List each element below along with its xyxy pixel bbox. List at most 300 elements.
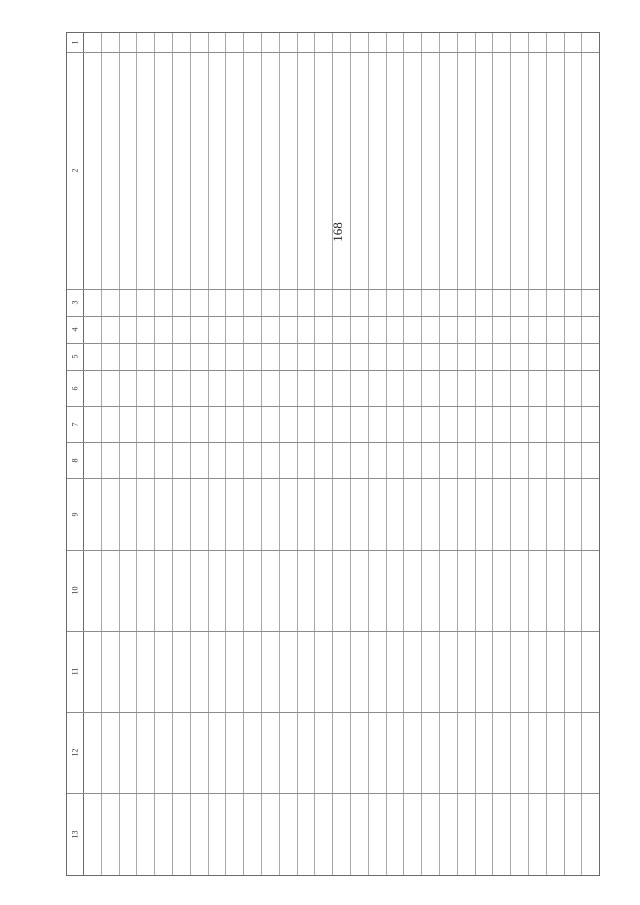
table-cell	[369, 33, 387, 52]
table-cell	[404, 407, 422, 442]
table-cell	[155, 290, 173, 316]
table-cell	[422, 407, 440, 442]
table-cell	[422, 344, 440, 370]
column-number-cell	[67, 317, 84, 343]
table-cell	[226, 33, 244, 52]
column-number: 3	[70, 300, 80, 305]
table-cell	[209, 479, 227, 550]
table-cell	[565, 632, 583, 712]
table-cell	[387, 713, 405, 793]
table-cell	[387, 794, 405, 875]
table-cell	[120, 33, 138, 52]
table-cell	[191, 371, 209, 406]
table-cell	[582, 713, 599, 793]
table-cell	[458, 551, 476, 631]
table-cell	[262, 479, 280, 550]
table-cell	[155, 317, 173, 343]
table-cell	[333, 53, 351, 288]
table-cell	[298, 794, 316, 875]
table-column-band	[67, 479, 599, 551]
column-number: 7	[70, 422, 80, 427]
table-cell	[173, 713, 191, 793]
table-cell	[493, 443, 511, 478]
table-cell	[582, 407, 599, 442]
table-cell	[280, 551, 298, 631]
table-cell	[191, 33, 209, 52]
table-cell	[422, 713, 440, 793]
table-cell	[387, 479, 405, 550]
table-cell	[315, 33, 333, 52]
table-cell	[262, 794, 280, 875]
table-cell	[191, 479, 209, 550]
table-cell	[333, 551, 351, 631]
table-cell	[333, 443, 351, 478]
table-cell	[511, 53, 529, 288]
table-cell	[102, 443, 120, 478]
table-cell	[547, 632, 565, 712]
table-cell	[511, 371, 529, 406]
table-cell	[262, 53, 280, 288]
table-cell	[226, 479, 244, 550]
table-cell	[262, 371, 280, 406]
table-cell	[582, 317, 599, 343]
table-cell	[529, 632, 547, 712]
table-cell	[102, 551, 120, 631]
column-number: 10	[70, 586, 80, 595]
table-cell	[511, 407, 529, 442]
table-cell	[120, 794, 138, 875]
table-cell	[209, 290, 227, 316]
table-cell	[137, 317, 155, 343]
table-cell	[333, 371, 351, 406]
table-cell	[244, 632, 262, 712]
table-cell	[582, 371, 599, 406]
table-cell	[120, 443, 138, 478]
table-cell	[280, 344, 298, 370]
table-cell	[173, 443, 191, 478]
table-cell	[404, 794, 422, 875]
table-cell	[298, 407, 316, 442]
table-cell	[493, 33, 511, 52]
table-cell	[511, 317, 529, 343]
table-cell	[191, 794, 209, 875]
table-cell	[369, 479, 387, 550]
table-cell	[315, 713, 333, 793]
table-column-band	[67, 551, 599, 632]
column-number-cell	[67, 794, 84, 875]
table-cell	[226, 371, 244, 406]
table-cell	[244, 371, 262, 406]
table-cell	[333, 479, 351, 550]
table-cell	[404, 632, 422, 712]
table-cell	[84, 33, 102, 52]
table-cell	[84, 632, 102, 712]
column-number: 11	[70, 667, 80, 676]
table-cell	[458, 53, 476, 288]
table-cell	[120, 713, 138, 793]
table-cell	[547, 317, 565, 343]
table-cell	[458, 290, 476, 316]
table-cell	[84, 407, 102, 442]
table-cell	[476, 551, 494, 631]
table-cell	[440, 371, 458, 406]
table-cell	[582, 33, 599, 52]
table-row-strip	[84, 53, 599, 288]
table-cell	[440, 479, 458, 550]
page-number: 168	[330, 222, 345, 242]
table-cell	[458, 344, 476, 370]
table-cell	[547, 33, 565, 52]
table-cell	[369, 290, 387, 316]
table-column-band	[67, 794, 599, 875]
table-cell	[387, 344, 405, 370]
table-cell	[155, 344, 173, 370]
table-cell	[137, 407, 155, 442]
table-row-strip	[84, 713, 599, 793]
table-cell	[404, 33, 422, 52]
table-cell	[191, 407, 209, 442]
table-cell	[582, 794, 599, 875]
table-cell	[440, 344, 458, 370]
table-cell	[351, 479, 369, 550]
table-cell	[458, 632, 476, 712]
table-cell	[565, 551, 583, 631]
table-cell	[155, 407, 173, 442]
table-cell	[137, 551, 155, 631]
table-cell	[315, 443, 333, 478]
table-cell	[458, 794, 476, 875]
table-cell	[102, 33, 120, 52]
table-cell	[137, 794, 155, 875]
table-cell	[582, 551, 599, 631]
table-cell	[547, 551, 565, 631]
table-cell	[102, 290, 120, 316]
table-cell	[440, 33, 458, 52]
table-cell	[511, 33, 529, 52]
table-cell	[387, 632, 405, 712]
table-cell	[280, 632, 298, 712]
table-cell	[493, 344, 511, 370]
table-cell	[280, 443, 298, 478]
table-cell	[315, 794, 333, 875]
table-cell	[547, 713, 565, 793]
table-cell	[422, 53, 440, 288]
table-cell	[565, 33, 583, 52]
table-cell	[262, 344, 280, 370]
table-cell	[120, 407, 138, 442]
table-cell	[280, 290, 298, 316]
table-cell	[155, 713, 173, 793]
table-cell	[529, 371, 547, 406]
table-cell	[333, 344, 351, 370]
table-cell	[458, 443, 476, 478]
column-number: 13	[70, 830, 80, 839]
table-cell	[173, 371, 191, 406]
table-cell	[404, 290, 422, 316]
table-cell	[493, 713, 511, 793]
table-row-strip	[84, 407, 599, 442]
table-cell	[493, 479, 511, 550]
table-cell	[298, 317, 316, 343]
table-cell	[84, 794, 102, 875]
table-cell	[547, 407, 565, 442]
table-cell	[315, 53, 333, 288]
table-cell	[351, 794, 369, 875]
table-cell	[102, 794, 120, 875]
table-cell	[422, 290, 440, 316]
table-cell	[565, 290, 583, 316]
table-row-strip	[84, 290, 599, 316]
table-cell	[493, 794, 511, 875]
column-number-cell	[67, 443, 84, 478]
table-cell	[84, 713, 102, 793]
table-cell	[493, 290, 511, 316]
table-cell	[209, 632, 227, 712]
table-cell	[137, 713, 155, 793]
table-cell	[369, 407, 387, 442]
table-cell	[404, 317, 422, 343]
table-cell	[404, 53, 422, 288]
table-row-strip	[84, 479, 599, 550]
table-cell	[565, 317, 583, 343]
table-cell	[333, 33, 351, 52]
table-cell	[422, 794, 440, 875]
table-cell	[244, 479, 262, 550]
table-cell	[547, 344, 565, 370]
table-cell	[582, 443, 599, 478]
table-cell	[511, 344, 529, 370]
table-cell	[226, 407, 244, 442]
table-cell	[351, 407, 369, 442]
table-cell	[529, 33, 547, 52]
table-cell	[120, 53, 138, 288]
table-cell	[244, 794, 262, 875]
table-cell	[493, 407, 511, 442]
table-cell	[137, 53, 155, 288]
table-cell	[262, 551, 280, 631]
table-cell	[209, 794, 227, 875]
table-cell	[226, 290, 244, 316]
table-cell	[422, 371, 440, 406]
column-number-cell	[67, 371, 84, 406]
table-column-band	[67, 371, 599, 407]
table-cell	[369, 443, 387, 478]
table-cell	[155, 33, 173, 52]
table-cell	[280, 53, 298, 288]
table-cell	[315, 551, 333, 631]
table-cell	[137, 443, 155, 478]
table-cell	[155, 794, 173, 875]
table-cell	[387, 407, 405, 442]
table-cell	[458, 713, 476, 793]
table-cell	[226, 794, 244, 875]
table-cell	[476, 317, 494, 343]
table-cell	[387, 551, 405, 631]
table-cell	[529, 407, 547, 442]
table-cell	[404, 344, 422, 370]
table-cell	[440, 794, 458, 875]
table-cell	[315, 290, 333, 316]
table-cell	[511, 551, 529, 631]
table-cell	[102, 713, 120, 793]
table-cell	[315, 407, 333, 442]
table-cell	[529, 794, 547, 875]
table-cell	[582, 479, 599, 550]
table-cell	[476, 33, 494, 52]
table-cell	[244, 33, 262, 52]
table-cell	[547, 371, 565, 406]
table-cell	[280, 794, 298, 875]
table-cell	[404, 551, 422, 631]
table-cell	[155, 479, 173, 550]
table-cell	[476, 53, 494, 288]
table-cell	[404, 479, 422, 550]
table-cell	[155, 371, 173, 406]
table-cell	[493, 53, 511, 288]
table-cell	[298, 479, 316, 550]
table-cell	[565, 344, 583, 370]
table-cell	[458, 371, 476, 406]
table-cell	[102, 53, 120, 288]
table-cell	[226, 713, 244, 793]
table-cell	[351, 632, 369, 712]
table-cell	[582, 53, 599, 288]
table-cell	[333, 632, 351, 712]
table-cell	[280, 371, 298, 406]
table-row-strip	[84, 632, 599, 712]
table-cell	[244, 344, 262, 370]
table-cell	[369, 794, 387, 875]
table-cell	[209, 33, 227, 52]
table-cell	[333, 794, 351, 875]
table-cell	[209, 407, 227, 442]
table-cell	[226, 317, 244, 343]
table-cell	[102, 371, 120, 406]
table-cell	[262, 713, 280, 793]
table-cell	[476, 443, 494, 478]
table-cell	[511, 713, 529, 793]
table-cell	[315, 344, 333, 370]
table-cell	[244, 53, 262, 288]
table-cell	[315, 371, 333, 406]
table-cell	[351, 53, 369, 288]
table-cell	[387, 33, 405, 52]
table-cell	[369, 344, 387, 370]
table-cell	[529, 713, 547, 793]
table-cell	[84, 317, 102, 343]
table-cell	[191, 290, 209, 316]
table-cell	[387, 53, 405, 288]
table-cell	[209, 371, 227, 406]
table-cell	[191, 317, 209, 343]
column-number-cell	[67, 551, 84, 631]
column-number: 1	[70, 40, 80, 45]
table-cell	[565, 479, 583, 550]
table-cell	[369, 317, 387, 343]
table-cell	[191, 713, 209, 793]
table-cell	[173, 551, 191, 631]
table-cell	[511, 443, 529, 478]
table-cell	[137, 33, 155, 52]
table-cell	[422, 632, 440, 712]
column-number-cell	[67, 407, 84, 442]
table-cell	[298, 53, 316, 288]
table-cell	[476, 794, 494, 875]
table-cell	[547, 53, 565, 288]
table-cell	[582, 290, 599, 316]
table-cell	[565, 407, 583, 442]
table-cell	[191, 551, 209, 631]
table-cell	[173, 33, 191, 52]
table-cell	[369, 53, 387, 288]
table-cell	[298, 33, 316, 52]
table-column-band	[67, 443, 599, 479]
table-cell	[440, 632, 458, 712]
rotated-budget-table	[66, 32, 600, 876]
table-cell	[422, 33, 440, 52]
table-cell	[280, 713, 298, 793]
table-cell	[298, 371, 316, 406]
table-cell	[102, 344, 120, 370]
table-cell	[565, 371, 583, 406]
table-cell	[440, 317, 458, 343]
table-cell	[476, 713, 494, 793]
table-cell	[387, 317, 405, 343]
table-cell	[404, 443, 422, 478]
table-cell	[529, 443, 547, 478]
table-cell	[226, 632, 244, 712]
table-cell	[511, 290, 529, 316]
table-cell	[404, 713, 422, 793]
table-cell	[173, 317, 191, 343]
table-column-band	[67, 53, 599, 289]
table-row-strip	[84, 371, 599, 406]
table-cell	[529, 344, 547, 370]
table-cell	[529, 479, 547, 550]
table-row-strip	[84, 551, 599, 631]
table-cell	[244, 407, 262, 442]
table-cell	[529, 290, 547, 316]
table-cell	[511, 794, 529, 875]
table-row-strip	[84, 794, 599, 875]
table-cell	[262, 33, 280, 52]
table-cell	[120, 371, 138, 406]
table-cell	[102, 317, 120, 343]
table-cell	[155, 443, 173, 478]
table-cell	[191, 632, 209, 712]
table-row-strip	[84, 317, 599, 343]
table-cell	[280, 33, 298, 52]
table-cell	[298, 713, 316, 793]
table-cell	[173, 290, 191, 316]
table-cell	[351, 317, 369, 343]
table-cell	[84, 551, 102, 631]
table-cell	[280, 407, 298, 442]
table-column-band	[67, 33, 599, 53]
table-cell	[84, 479, 102, 550]
table-cell	[333, 407, 351, 442]
table-cell	[529, 551, 547, 631]
table-cell	[120, 344, 138, 370]
table-cell	[547, 479, 565, 550]
table-cell	[120, 551, 138, 631]
table-cell	[493, 371, 511, 406]
column-number-cell	[67, 713, 84, 793]
table-cell	[298, 290, 316, 316]
table-cell	[333, 713, 351, 793]
table-cell	[493, 317, 511, 343]
table-cell	[155, 53, 173, 288]
